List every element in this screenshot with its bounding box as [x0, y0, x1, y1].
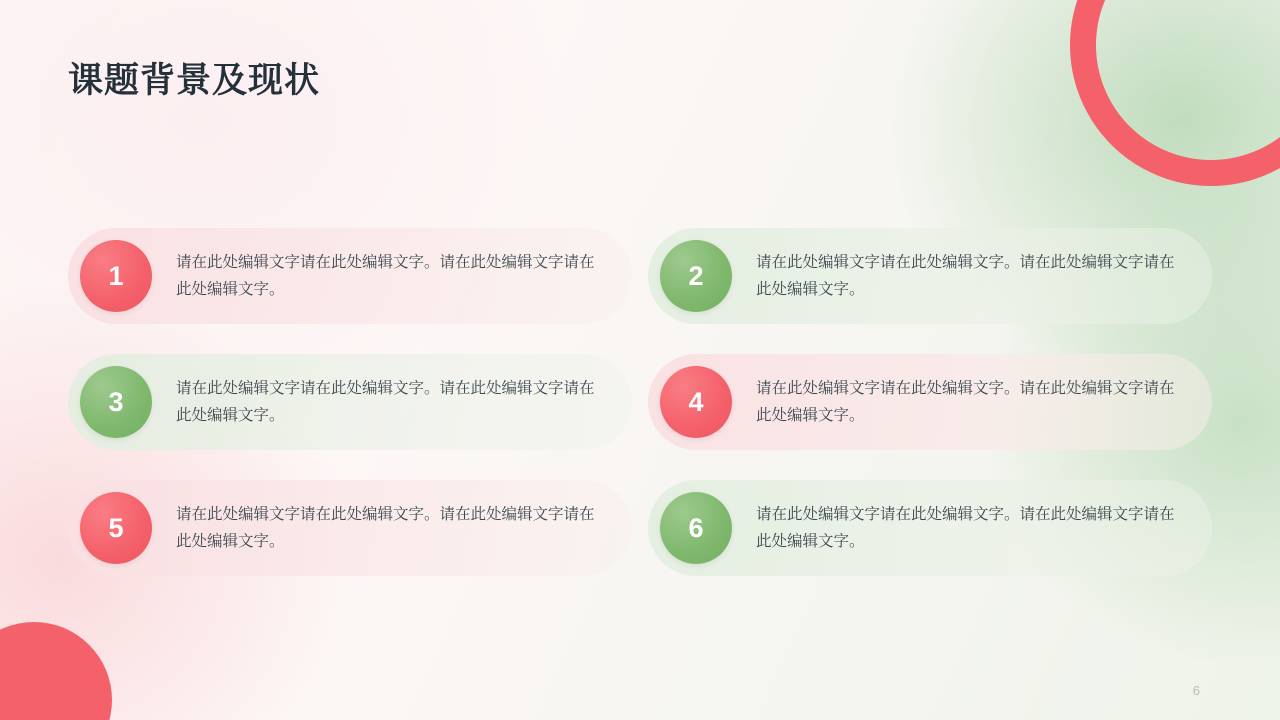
- decorative-ring-top-right: [1070, 0, 1280, 186]
- item-number-badge: 1: [80, 240, 152, 312]
- decorative-circle-bottom-left: [0, 622, 112, 720]
- item-description: 请在此处编辑文字请在此处编辑文字。请在此处编辑文字请在此处编辑文字。: [176, 253, 595, 298]
- list-item[interactable]: [648, 354, 1212, 450]
- item-description: 请在此处编辑文字请在此处编辑文字。请在此处编辑文字请在此处编辑文字。: [756, 253, 1175, 298]
- item-description: 请在此处编辑文字请在此处编辑文字。请在此处编辑文字请在此处编辑文字。: [176, 379, 595, 424]
- list-item[interactable]: [648, 480, 1212, 576]
- item-number-badge: 2: [660, 240, 732, 312]
- page-title: 课题背景及现状: [68, 61, 321, 100]
- item-description: 请在此处编辑文字请在此处编辑文字。请在此处编辑文字请在此处编辑文字。: [176, 505, 595, 550]
- page-number: 6: [1192, 683, 1200, 698]
- content-list: [68, 228, 1212, 576]
- item-number-badge: 6: [660, 492, 732, 564]
- list-item[interactable]: [68, 480, 632, 576]
- list-item[interactable]: [68, 228, 632, 324]
- item-number-badge: 5: [80, 492, 152, 564]
- item-number-badge: 4: [660, 366, 732, 438]
- item-number-badge: 3: [80, 366, 152, 438]
- list-item[interactable]: [68, 354, 632, 450]
- item-description: 请在此处编辑文字请在此处编辑文字。请在此处编辑文字请在此处编辑文字。: [756, 379, 1175, 424]
- list-item[interactable]: [648, 228, 1212, 324]
- item-description: 请在此处编辑文字请在此处编辑文字。请在此处编辑文字请在此处编辑文字。: [756, 505, 1175, 550]
